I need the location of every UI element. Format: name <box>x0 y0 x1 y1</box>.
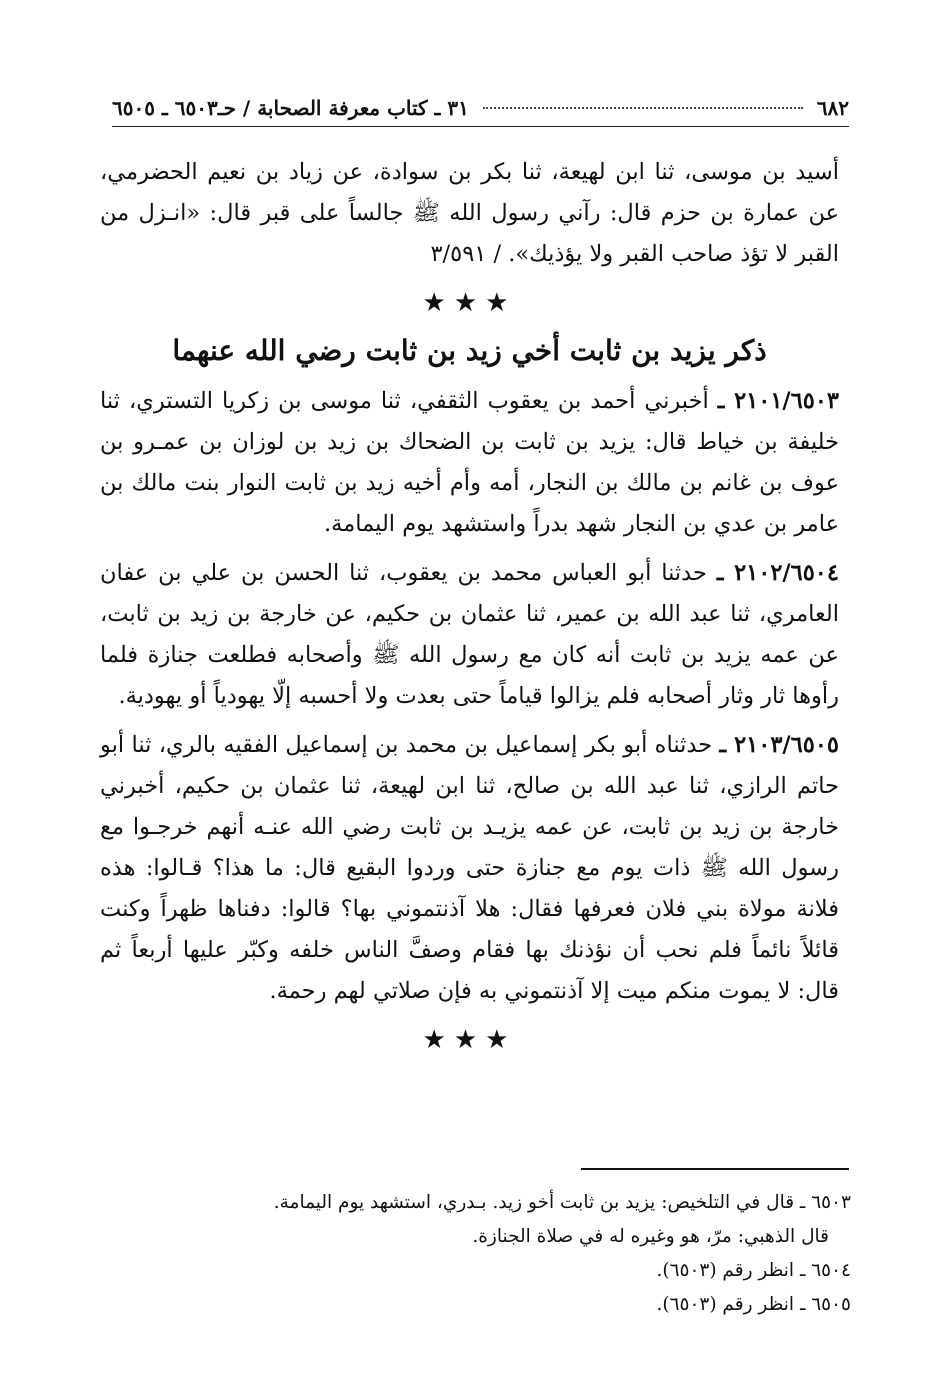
intro-paragraph: أسيد بن موسى، ثنا ابن لهيعة، ثنا بكر بن سوادة، عن زياد بن نعيم الحضرمي، عن عمارة بن حزم قال: رآني رسول الله ﷺ جالساً على قبر قال: «انـزل من القبر لا تؤذ صاحب القبر ولا يؤذيك». / ٣/٥٩١ <box>100 159 839 267</box>
hadith-number: ٢١٠١/٦٥٠٣ ـ <box>717 388 839 414</box>
page-number: ٦٨٢ <box>816 96 849 120</box>
main-text <box>100 152 839 1061</box>
page-header <box>112 90 849 127</box>
hadith-text: أخبرني أحمد بن يعقوب الثقفي، ثنا موسى بن زكريا التستري، ثنا خليفة بن خياط قال: يزيد بن ثابت بن الضحاك بن زيد بن لوزان بن عمـرو بن عوف بن غانم بن مالك بن النجار، أمه وأم أخيه زيد بن ثابت النوار بنت مالك بن عامر بن عدي بن النجار شهد بدراً واستشهد يوم اليمامة. <box>100 388 839 537</box>
header-dot-leader <box>483 107 803 109</box>
footnote: ٦٥٠٤ ـ انظر رقم (٦٥٠٣). <box>656 1260 851 1281</box>
section-title: ذكر يزيد بن ثابت أخي زيد بن ثابت رضي الله عنهما <box>172 334 767 367</box>
stars-divider-bottom: ★★★ <box>422 1025 517 1055</box>
footnote: ٦٥٠٣ ـ قال في التلخيص: يزيد بن ثابت أخو زيد. بـدري، استشهد يوم اليمامة. <box>273 1192 851 1213</box>
hadith-entry <box>100 725 839 1012</box>
hadith-number: ٢١٠٣/٦٥٠٥ ـ <box>719 732 839 758</box>
running-title: ٣١ ـ كتاب معرفة الصحابة / حـ٦٥٠٣ ـ ٦٥٠٥ <box>112 96 469 120</box>
hadith-number: ٢١٠٢/٦٥٠٤ ـ <box>716 560 839 586</box>
footnotes <box>100 1186 851 1322</box>
footnote-rule <box>581 1168 849 1170</box>
hadith-entry <box>100 553 839 717</box>
hadith-text: حدثناه أبو بكر إسماعيل بن محمد بن إسماعيل الفقيه بالري، ثنا أبو حاتم الرازي، ثنا عبد الله بن صالح، ثنا ابن لهيعة، ثنا عثمان بن حكيم، أخبرني خارجة بن زيد بن ثابت، عن عمه يزيـد بن ثابت رضي الله عنـه أنهم خرجـوا مع رسول الله ﷺ ذات يوم مع جنازة حتى وردوا البقيع قال: ما هذا؟ قـالوا: هذه فلانة مولاة بني فلان فعرفها فقال: هلا آذنتموني بها؟ قالوا: دفناها ظهراً وكنت قائلاً نائماً فلم نحب أن نؤذنك بها فقام وصفَّ الناس خلفه وكبّر عليها أربعاً ثم قال: لا يموت منكم ميت إلا آذنتموني به فإن صلاتي لهم رحمة. <box>100 732 839 1004</box>
footnote: قال الذهبي: مرّ، هو وغيره له في صلاة الجنازة. <box>472 1226 829 1247</box>
hadith-text: حدثنا أبو العباس محمد بن يعقوب، ثنا الحسن بن علي بن عفان العامري، ثنا عبد الله بن عمير، ثنا عثمان بن حكيم، عن خارجة بن زيد بن ثابت، عن عمه يزيد بن ثابت أنه كان مع رسول الله ﷺ وأصحابه فطلعت جنازة فلما رأوها ثار وثار أصحابه فلم يزالوا قياماً حتى بعدت ولا أحسبه إلّا يهودياً أو يهودية. <box>100 560 839 709</box>
footnote: ٦٥٠٥ ـ انظر رقم (٦٥٠٣). <box>656 1294 851 1315</box>
stars-divider-top: ★★★ <box>422 288 517 318</box>
hadith-entry <box>100 381 839 545</box>
